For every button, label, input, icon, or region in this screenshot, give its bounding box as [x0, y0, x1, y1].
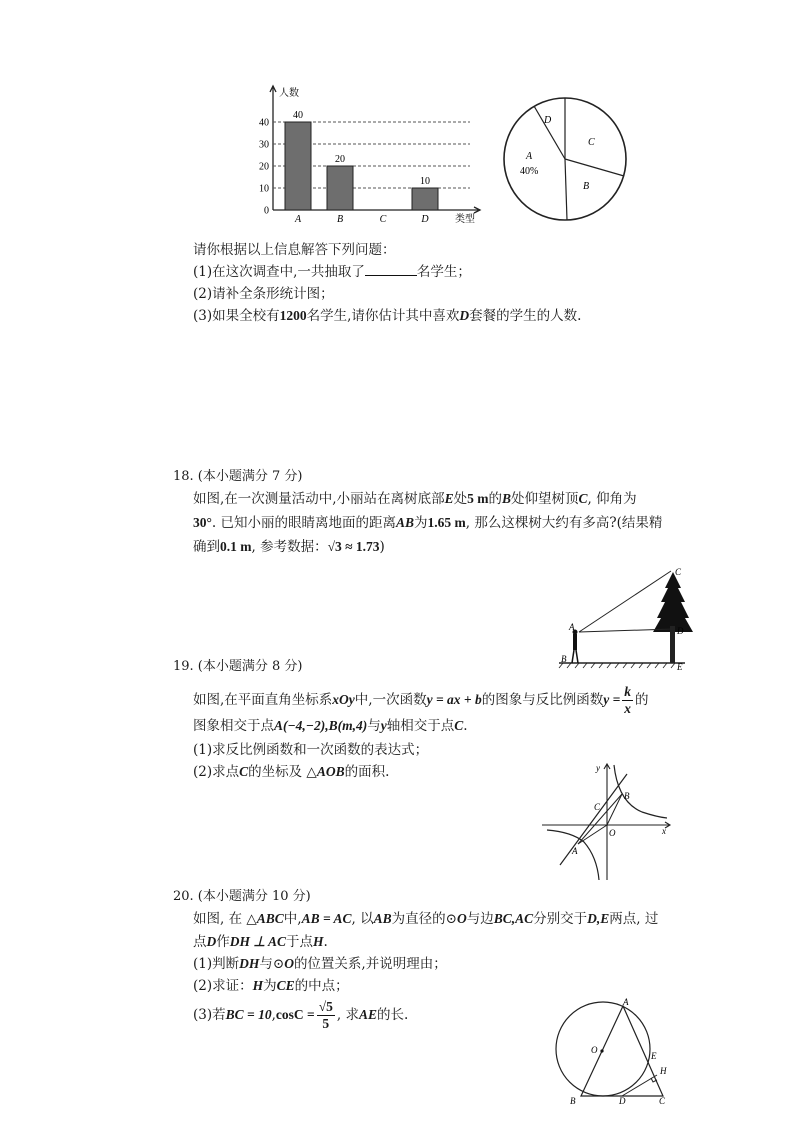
q19-l1c: 的图象与反比例函数 — [481, 692, 604, 708]
q19-p2b: 的坐标及 △ — [248, 764, 317, 780]
y-tick-30: 30 — [259, 139, 269, 151]
q20-p2a: (2)求证： — [193, 978, 253, 994]
pie-label-c: C — [588, 137, 595, 148]
q19-l1b: 中,一次函数 — [354, 692, 427, 708]
pie-label-a: A — [526, 151, 533, 162]
q18-e: E — [444, 491, 454, 506]
tree-label-e: E — [677, 662, 683, 672]
q18-header: 18. (本小题满分 7 分) — [173, 469, 303, 484]
bar-b — [327, 166, 353, 210]
q17-part3 — [193, 307, 581, 325]
q20-ce: CE — [276, 978, 295, 993]
q19-header: 19. (本小题满分 8 分) — [173, 659, 303, 674]
pie-label-b: B — [583, 181, 590, 192]
graph-label-o: O — [609, 828, 616, 838]
answer-blank[interactable] — [365, 263, 417, 276]
q20-l2c: 于点 — [286, 934, 314, 950]
q19-l2b: 与 — [367, 718, 381, 734]
q18-b: B — [501, 491, 511, 506]
tree-label-a: A — [569, 622, 575, 632]
q20-l1f: 分别交于 — [533, 911, 588, 927]
q20-l2b: 作 — [216, 934, 230, 950]
q18-line1 — [193, 490, 637, 508]
q20-l1c: , 以 — [351, 911, 374, 927]
q20-l1g: 两点, 过 — [609, 911, 659, 927]
q19-aob: AOB — [316, 764, 345, 779]
q20-p1a: (1)判断 — [193, 956, 240, 972]
circle-label-e: E — [651, 1051, 657, 1061]
x-axis-label: 类型 — [455, 214, 475, 225]
q19-l2c: 轴相交于点 — [386, 718, 455, 734]
q18-l1c: 的 — [488, 491, 502, 507]
q18-dist: 5 m — [467, 491, 489, 506]
x-category-labels — [294, 214, 429, 225]
circle-label-d: D — [619, 1096, 626, 1106]
q19-l1d: 的 — [635, 692, 649, 708]
q19-l2d: . — [463, 718, 468, 734]
q20-frac — [317, 999, 335, 1032]
q20-h2: H — [252, 978, 264, 993]
q20-part3 — [193, 998, 408, 1032]
graph-label-x: x — [662, 826, 666, 836]
q17-intro: 请你根据以上信息解答下列问题： — [193, 242, 396, 258]
q20-p1c: 的位置关系,并说明理由； — [293, 956, 447, 972]
q19-graph-figure — [542, 762, 677, 882]
q18-l3c: ) — [379, 539, 385, 555]
q18-l1d: 处仰望树顶 — [511, 491, 579, 507]
q18-prec: 0.1 m — [220, 539, 252, 554]
graph-label-c: C — [594, 802, 601, 812]
y-tick-20: 20 — [259, 161, 269, 173]
x-category-c: C — [379, 214, 387, 225]
q20-de: D,E — [587, 911, 610, 926]
q19-l2a: 图象相交于点 — [193, 718, 274, 734]
q19-k: k — [624, 684, 632, 699]
pie-chart — [500, 97, 630, 222]
q18-l2b: 为 — [414, 515, 428, 531]
q20-d: D — [206, 934, 217, 949]
q17-part1-b: 名学生； — [416, 264, 471, 280]
pie-label-d: D — [544, 115, 552, 126]
tree-label-d: D — [677, 626, 684, 636]
q19-p2c-var: C — [239, 764, 249, 779]
q18-sqrt: √3 ≈ 1.73 — [327, 539, 380, 554]
q20-o2: O — [284, 956, 294, 971]
q20-l1a: 如图, 在 △ — [193, 911, 257, 927]
q20-line2 — [193, 933, 328, 951]
q20-five: 5 — [322, 1016, 330, 1031]
q20-bc: BC = 10 — [225, 1007, 272, 1022]
q19-frac — [622, 684, 633, 717]
q19-line1 — [193, 684, 649, 717]
q18-tree-figure — [557, 566, 692, 671]
bars — [285, 110, 438, 210]
q19-x: x — [624, 701, 632, 716]
q19-line2 — [193, 717, 468, 735]
bar-value-label-d: 10 — [420, 176, 430, 187]
bar-d — [412, 188, 438, 210]
q20-bcac: BC,AC — [493, 911, 534, 926]
q20-ab: AB — [373, 911, 392, 926]
q20-sqrt5: √5 — [318, 999, 333, 1014]
tree-label-c: C — [675, 567, 682, 577]
q20-p3a: (3)若 — [193, 1007, 226, 1023]
y-tick-0: 0 — [264, 205, 269, 217]
q18-line3 — [193, 538, 385, 556]
q20-part1 — [193, 955, 447, 973]
q17-p3var: D — [459, 308, 470, 323]
q20-part2 — [193, 977, 349, 995]
q20-ae: AE — [358, 1007, 377, 1022]
q19-part2 — [193, 763, 389, 781]
graph-label-y: y — [596, 763, 600, 773]
bar-a — [285, 122, 311, 210]
q20-h: H — [313, 934, 324, 949]
q19-y: y = — [603, 692, 621, 707]
pie-a-percent: 40% — [520, 166, 539, 177]
q20-header: 20. (本小题满分 10 分) — [173, 889, 311, 904]
q19-yv: y — [380, 718, 387, 733]
q20-l1b: 中, — [283, 911, 302, 927]
q17-p3c: 套餐的学生的人数. — [469, 308, 582, 324]
q20-p3b: , — [271, 1007, 276, 1023]
q20-l1d: 为直径的⊙ — [391, 911, 457, 927]
q20-perp: DH ⊥ AC — [229, 934, 287, 949]
q20-cos: cosC = — [275, 1007, 315, 1022]
q18-l2c: , 那么这棵树大约有多高?(结果精 — [465, 515, 663, 531]
q20-abc: ABC — [256, 911, 284, 926]
bar-value-label-b: 20 — [335, 154, 345, 165]
q19-c: C — [454, 718, 464, 733]
graph-label-a: A — [572, 846, 578, 856]
q20-dh: DH — [239, 956, 260, 971]
q19-xoy: xOy — [332, 692, 355, 707]
q20-p1b: 与⊙ — [259, 956, 285, 972]
q19-l1a: 如图,在平面直角坐标系 — [193, 692, 333, 708]
q18-l1b: 处 — [453, 491, 468, 507]
x-category-a: A — [294, 214, 302, 225]
y-tick-10: 10 — [259, 183, 269, 195]
q17-part2: (2)请补全条形统计图； — [193, 286, 334, 302]
q19-p2c: 的面积. — [344, 764, 390, 780]
q20-l1e: 与边 — [466, 911, 494, 927]
q17-p3b: 名学生,请你估计其中喜欢 — [306, 308, 460, 324]
q17-p3num: 1200 — [279, 308, 307, 323]
q20-l2a: 点 — [193, 934, 207, 950]
q20-l2d: . — [323, 934, 328, 950]
y-tick-40: 40 — [259, 117, 269, 129]
bar-value-label-a: 40 — [293, 110, 303, 121]
x-category-d: D — [421, 214, 429, 225]
q18-deg: 30° — [193, 515, 212, 530]
q19-points: A(−4,−2),B(m,4) — [274, 718, 368, 733]
q18-l2a: . 已知小丽的眼睛离地面的距离 — [211, 515, 396, 531]
q19-linear: y = ax + b — [426, 692, 482, 707]
q18-height: 1.65 m — [427, 515, 466, 530]
q18-l1a: 如图,在一次测量活动中,小丽站在离树底部 — [193, 491, 445, 507]
q20-p2c: 的中点； — [294, 978, 349, 994]
q20-p3c: , 求 — [336, 1007, 359, 1023]
circle-label-o: O — [591, 1045, 598, 1055]
q18-line2 — [193, 514, 662, 532]
bar-chart — [255, 82, 515, 225]
q20-o: O — [456, 911, 467, 926]
q20-eq: AB = AC — [301, 911, 352, 926]
q18-c: C — [578, 491, 588, 506]
q18-l3b: , 参考数据： — [251, 539, 328, 555]
q19-p2a: (2)求点 — [193, 764, 240, 780]
y-axis-label: 人数 — [279, 88, 299, 99]
q17-p3a: (3)如果全校有 — [193, 308, 280, 324]
y-tick-labels — [259, 118, 269, 217]
circle-label-h: H — [660, 1066, 667, 1076]
q19-part1: (1)求反比例函数和一次函数的表达式； — [193, 742, 429, 758]
circle-label-c: C — [659, 1096, 666, 1106]
q18-l3a: 确到 — [193, 539, 220, 555]
q17-part1-a: (1)在这次调查中,一共抽取了 — [193, 264, 365, 280]
graph-label-b: B — [624, 791, 630, 801]
q18-ab: AB — [396, 515, 415, 530]
circle-label-b: B — [570, 1096, 576, 1106]
tree-label-b: B — [561, 654, 567, 664]
q18-l1e: , 仰角为 — [587, 491, 637, 507]
q20-p3d: 的长. — [376, 1007, 409, 1023]
q17-part1 — [193, 263, 471, 281]
q20-circle-figure — [553, 996, 673, 1106]
circle-label-a: A — [623, 997, 629, 1007]
q20-line1 — [193, 910, 658, 928]
q20-p2b: 为 — [263, 978, 277, 994]
x-category-b: B — [336, 214, 344, 225]
